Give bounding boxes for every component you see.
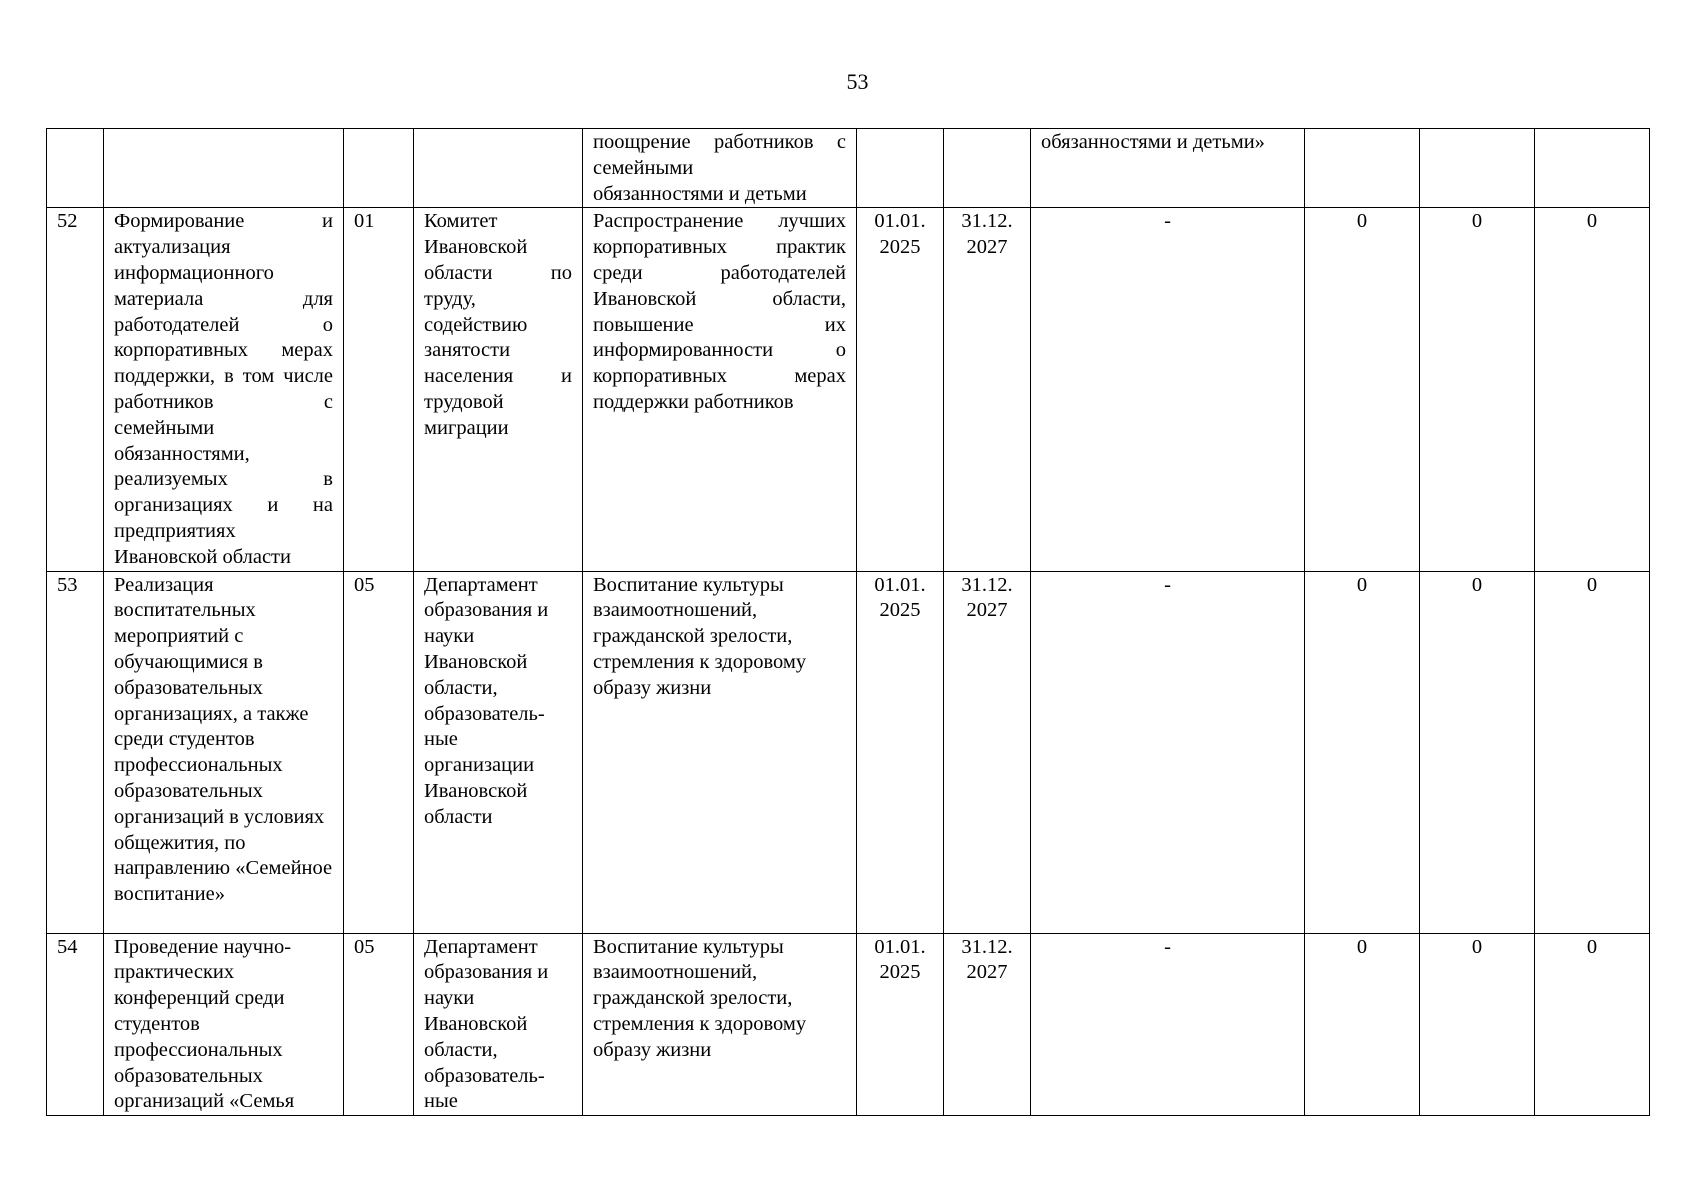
cell-indicator: - (1031, 571, 1305, 933)
table-row-continuation (47, 129, 1650, 208)
cell-value-2: 0 (1420, 571, 1535, 933)
cell-name (104, 129, 344, 208)
table-row (47, 933, 1650, 1116)
cell-start (857, 129, 944, 208)
cell-no: 54 (47, 933, 104, 1116)
cell-start: 01.01. 2025 (857, 208, 944, 571)
cell-value-1 (1305, 129, 1420, 208)
measures-table (46, 128, 1650, 1116)
cell-value-2: 0 (1420, 933, 1535, 1116)
cell-end (944, 129, 1031, 208)
cell-result: Воспитание культуры взаимоотношений, гражданской зрелости, стремления к здоровому образу жизни (583, 933, 857, 1116)
table-row (47, 571, 1650, 933)
cell-end: 31.12. 2027 (944, 933, 1031, 1116)
cell-no: 53 (47, 571, 104, 933)
cell-result: Распространение лучших корпоративных практик среди работодателей Ивановской области, повышение их информированности о корпоративных мерах поддержки работников (583, 208, 857, 571)
cell-name: Формирование и актуализация информационного материала для работодателей о корпоративных мерах поддержки, в том числе работников с семейными обязанностями, реализуемых в организациях и на предприятиях Ивановской области (104, 208, 344, 571)
cell-indicator: - (1031, 208, 1305, 571)
page-number: 53 (846, 69, 869, 94)
cell-value-3: 0 (1535, 933, 1650, 1116)
cell-value-3 (1535, 129, 1650, 208)
cell-code: 05 (344, 571, 414, 933)
cell-value-3: 0 (1535, 571, 1650, 933)
cell-value-2: 0 (1420, 208, 1535, 571)
cell-end: 31.12. 2027 (944, 208, 1031, 571)
cell-result (583, 129, 857, 208)
cell-code (344, 129, 414, 208)
cell-start: 01.01. 2025 (857, 571, 944, 933)
cell-executor: Департамент образования и науки Ивановской области, образователь-ные (414, 933, 583, 1116)
cell-value-1: 0 (1305, 933, 1420, 1116)
table-row (47, 208, 1650, 571)
result-line: обязанностями и детьми (593, 182, 807, 205)
cell-code: 01 (344, 208, 414, 571)
cell-value-3: 0 (1535, 208, 1650, 571)
cell-name: Реализация воспитательных мероприятий с обучающимися в образовательных организациях, а также среди студентов профессиональных образовательных организаций в условиях общежития, по направлению «Семейное воспитание» (104, 571, 344, 933)
cell-value-1: 0 (1305, 208, 1420, 571)
cell-start: 01.01. 2025 (857, 933, 944, 1116)
cell-executor: Департамент образования и науки Ивановской области, образователь-ные организации Ивановской области (414, 571, 583, 933)
cell-value-2 (1420, 129, 1535, 208)
cell-indicator: обязанностями и детьми» (1031, 129, 1305, 208)
cell-indicator: - (1031, 933, 1305, 1116)
cell-executor: Комитет Ивановской области по труду, содействию занятости населения и трудовой миграции (414, 208, 583, 571)
result-line: поощрение работников с (593, 131, 846, 153)
cell-no (47, 129, 104, 208)
cell-name: Проведение научно-практических конференций среди студентов профессиональных образовательных организаций «Семья (104, 933, 344, 1116)
cell-no: 52 (47, 208, 104, 571)
cell-value-1: 0 (1305, 571, 1420, 933)
cell-end: 31.12. 2027 (944, 571, 1031, 933)
cell-code: 05 (344, 933, 414, 1116)
cell-result: Воспитание культуры взаимоотношений, гражданской зрелости, стремления к здоровому образу жизни (583, 571, 857, 933)
result-line: семейными (593, 156, 694, 179)
cell-executor (414, 129, 583, 208)
